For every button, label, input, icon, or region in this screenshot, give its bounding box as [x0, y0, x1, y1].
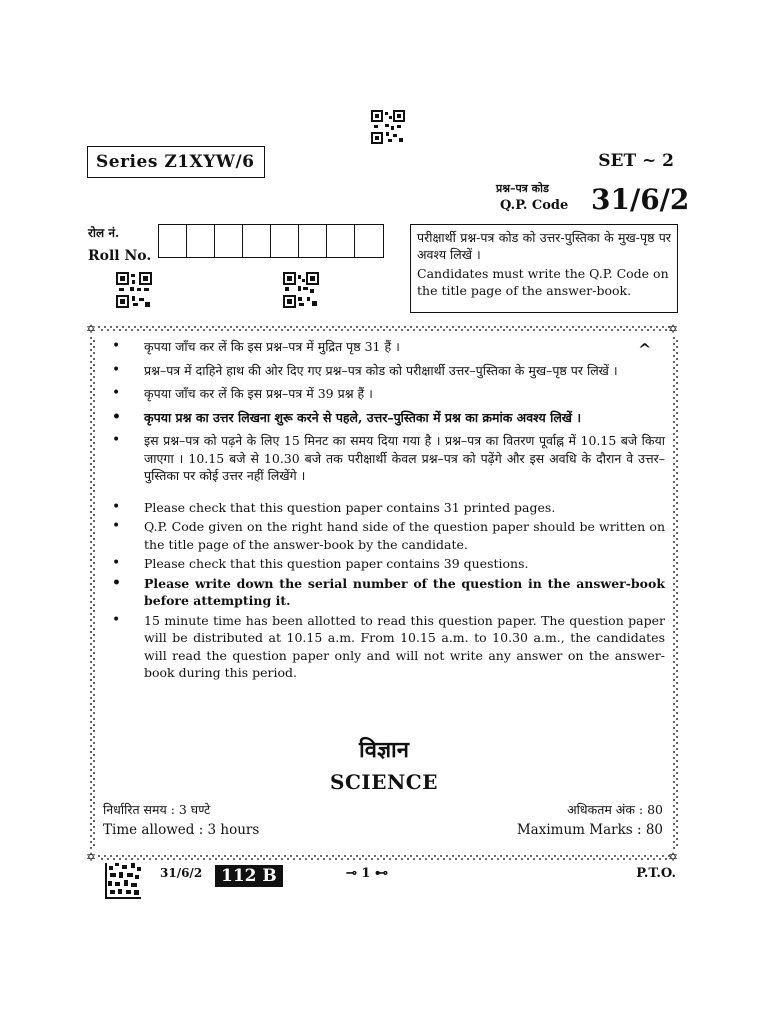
pto-label: P.T.O.	[636, 866, 676, 881]
roll-digit-box[interactable]	[327, 225, 355, 257]
svg-text:✡: ✡	[668, 850, 679, 864]
time-allowed: Time allowed : 3 hours	[103, 822, 260, 838]
list-item: • Please write down the serial number of the question in the answer-book before attempting it.	[112, 574, 665, 608]
candidate-note-english: Candidates must write the Q.P. Code on the title page of the answer-book.	[417, 266, 669, 298]
instructions-english	[110, 499, 665, 682]
list-item: • कृपया जाँच कर लें कि इस प्रश्न–पत्र में 39 प्रश्न हैं ।	[112, 385, 373, 401]
series-box	[87, 146, 265, 178]
svg-text:✡: ✡	[668, 322, 679, 336]
bullet: •	[112, 518, 121, 534]
instructions	[110, 338, 665, 684]
qp-code: 31/6/2	[591, 183, 690, 216]
roll-digit-box[interactable]	[159, 225, 187, 257]
qr-code-right	[283, 272, 319, 308]
datamatrix-code	[105, 863, 141, 899]
svg-text:✡: ✡	[86, 850, 97, 864]
bullet: •	[112, 338, 121, 354]
caret-mark: ^	[638, 340, 652, 359]
roll-digit-box[interactable]	[187, 225, 215, 257]
instructions-hindi	[110, 338, 665, 485]
list-item: • प्रश्न–पत्र में दाहिने हाथ की ओर दिए गए प्रश्न–पत्र कोड को परीक्षार्थी उत्तर–पुस्तिका के मुख–पृष्ठ पर लिखें ।	[112, 361, 618, 378]
bullet: •	[112, 432, 121, 448]
series-text: Series Z1XYW/6	[96, 152, 255, 172]
paper-badge: 112 B	[215, 865, 283, 887]
roll-digit-box[interactable]	[355, 225, 383, 257]
bullet: •	[112, 408, 121, 425]
max-marks: Maximum Marks : 80	[516, 822, 663, 838]
list-item: • कृपया जाँच कर लें कि इस प्रश्न–पत्र में मुद्रित पृष्ठ 31 हैं ।	[112, 338, 400, 354]
roll-digit-box[interactable]	[215, 225, 243, 257]
subject-title: SCIENCE	[330, 770, 438, 794]
bullet: •	[112, 361, 121, 378]
list-item: • Please check that this question paper contains 39 questions.	[112, 555, 529, 571]
list-item: • इस प्रश्न–पत्र को पढ़ने के लिए 15 मिनट का समय दिया गया है । प्रश्न–पत्र का वितरण पूर्वाह्न में 10.15 बजे किया जाएगा । 10.15 बजे से 10.30 बजे तक परीक्षार्थी केवल प्रश्न–पत्र को पढ़ेंगे और इस अवधि के दौरान वे उत्तर–पुस्तिका पर कोई उत्तर नहीं लिखेंगे ।	[112, 432, 665, 483]
qp-code-label: Q.P. Code	[500, 198, 569, 213]
roll-digit-box[interactable]	[271, 225, 299, 257]
candidate-note-hindi: परीक्षार्थी प्रश्न-पत्र कोड को उत्तर-पुस्तिका के मुख-पृष्ठ पर अवश्य लिखें ।	[417, 230, 671, 262]
bullet: •	[112, 555, 121, 571]
qr-code-top	[371, 110, 405, 144]
footer-qp-code: 31/6/2	[160, 866, 203, 880]
max-marks-hindi: अधिकतम अंक : 80	[567, 802, 663, 817]
qp-code-label-hindi: प्रश्न–पत्र कोड	[496, 182, 549, 195]
roll-label-hindi: रोल नं.	[88, 226, 120, 240]
list-item: • कृपया प्रश्न का उत्तर लिखना शुरू करने से पहले, उत्तर–पुस्तिका में प्रश्न का क्रमांक अवश्य लिखें ।	[112, 408, 582, 425]
page-number: ⊸ 1 ⊷	[346, 866, 388, 881]
bullet: •	[112, 574, 121, 591]
bullet: •	[112, 385, 121, 401]
subject-title-hindi: विज्ञान	[359, 737, 409, 763]
roll-number-boxes[interactable]	[158, 224, 384, 258]
time-allowed-hindi: निर्धारित समय : 3 घण्टे	[103, 802, 211, 817]
list-item: • 15 minute time has been allotted to read this question paper. The question paper will be distributed at 10.15 a.m. From 10.15 a.m. to 10.30 a.m., the candidates will read the question paper only and will not write any answer on the answer-book during this period.	[112, 611, 665, 680]
roll-digit-box[interactable]	[243, 225, 271, 257]
candidate-note-box	[410, 224, 678, 313]
bullet: •	[112, 498, 121, 515]
list-item: • Please check that this question paper contains 31 printed pages.	[112, 498, 556, 515]
roll-digit-box[interactable]	[299, 225, 327, 257]
list-item: • Q.P. Code given on the right hand side of the question paper should be written on the title page of the answer-book by the candidate.	[112, 518, 665, 552]
svg-text:✡: ✡	[86, 322, 97, 336]
qr-code-left	[116, 272, 152, 308]
set-label: SET ~ 2	[598, 151, 674, 171]
roll-label: Roll No.	[88, 248, 152, 264]
bullet: •	[112, 611, 121, 628]
